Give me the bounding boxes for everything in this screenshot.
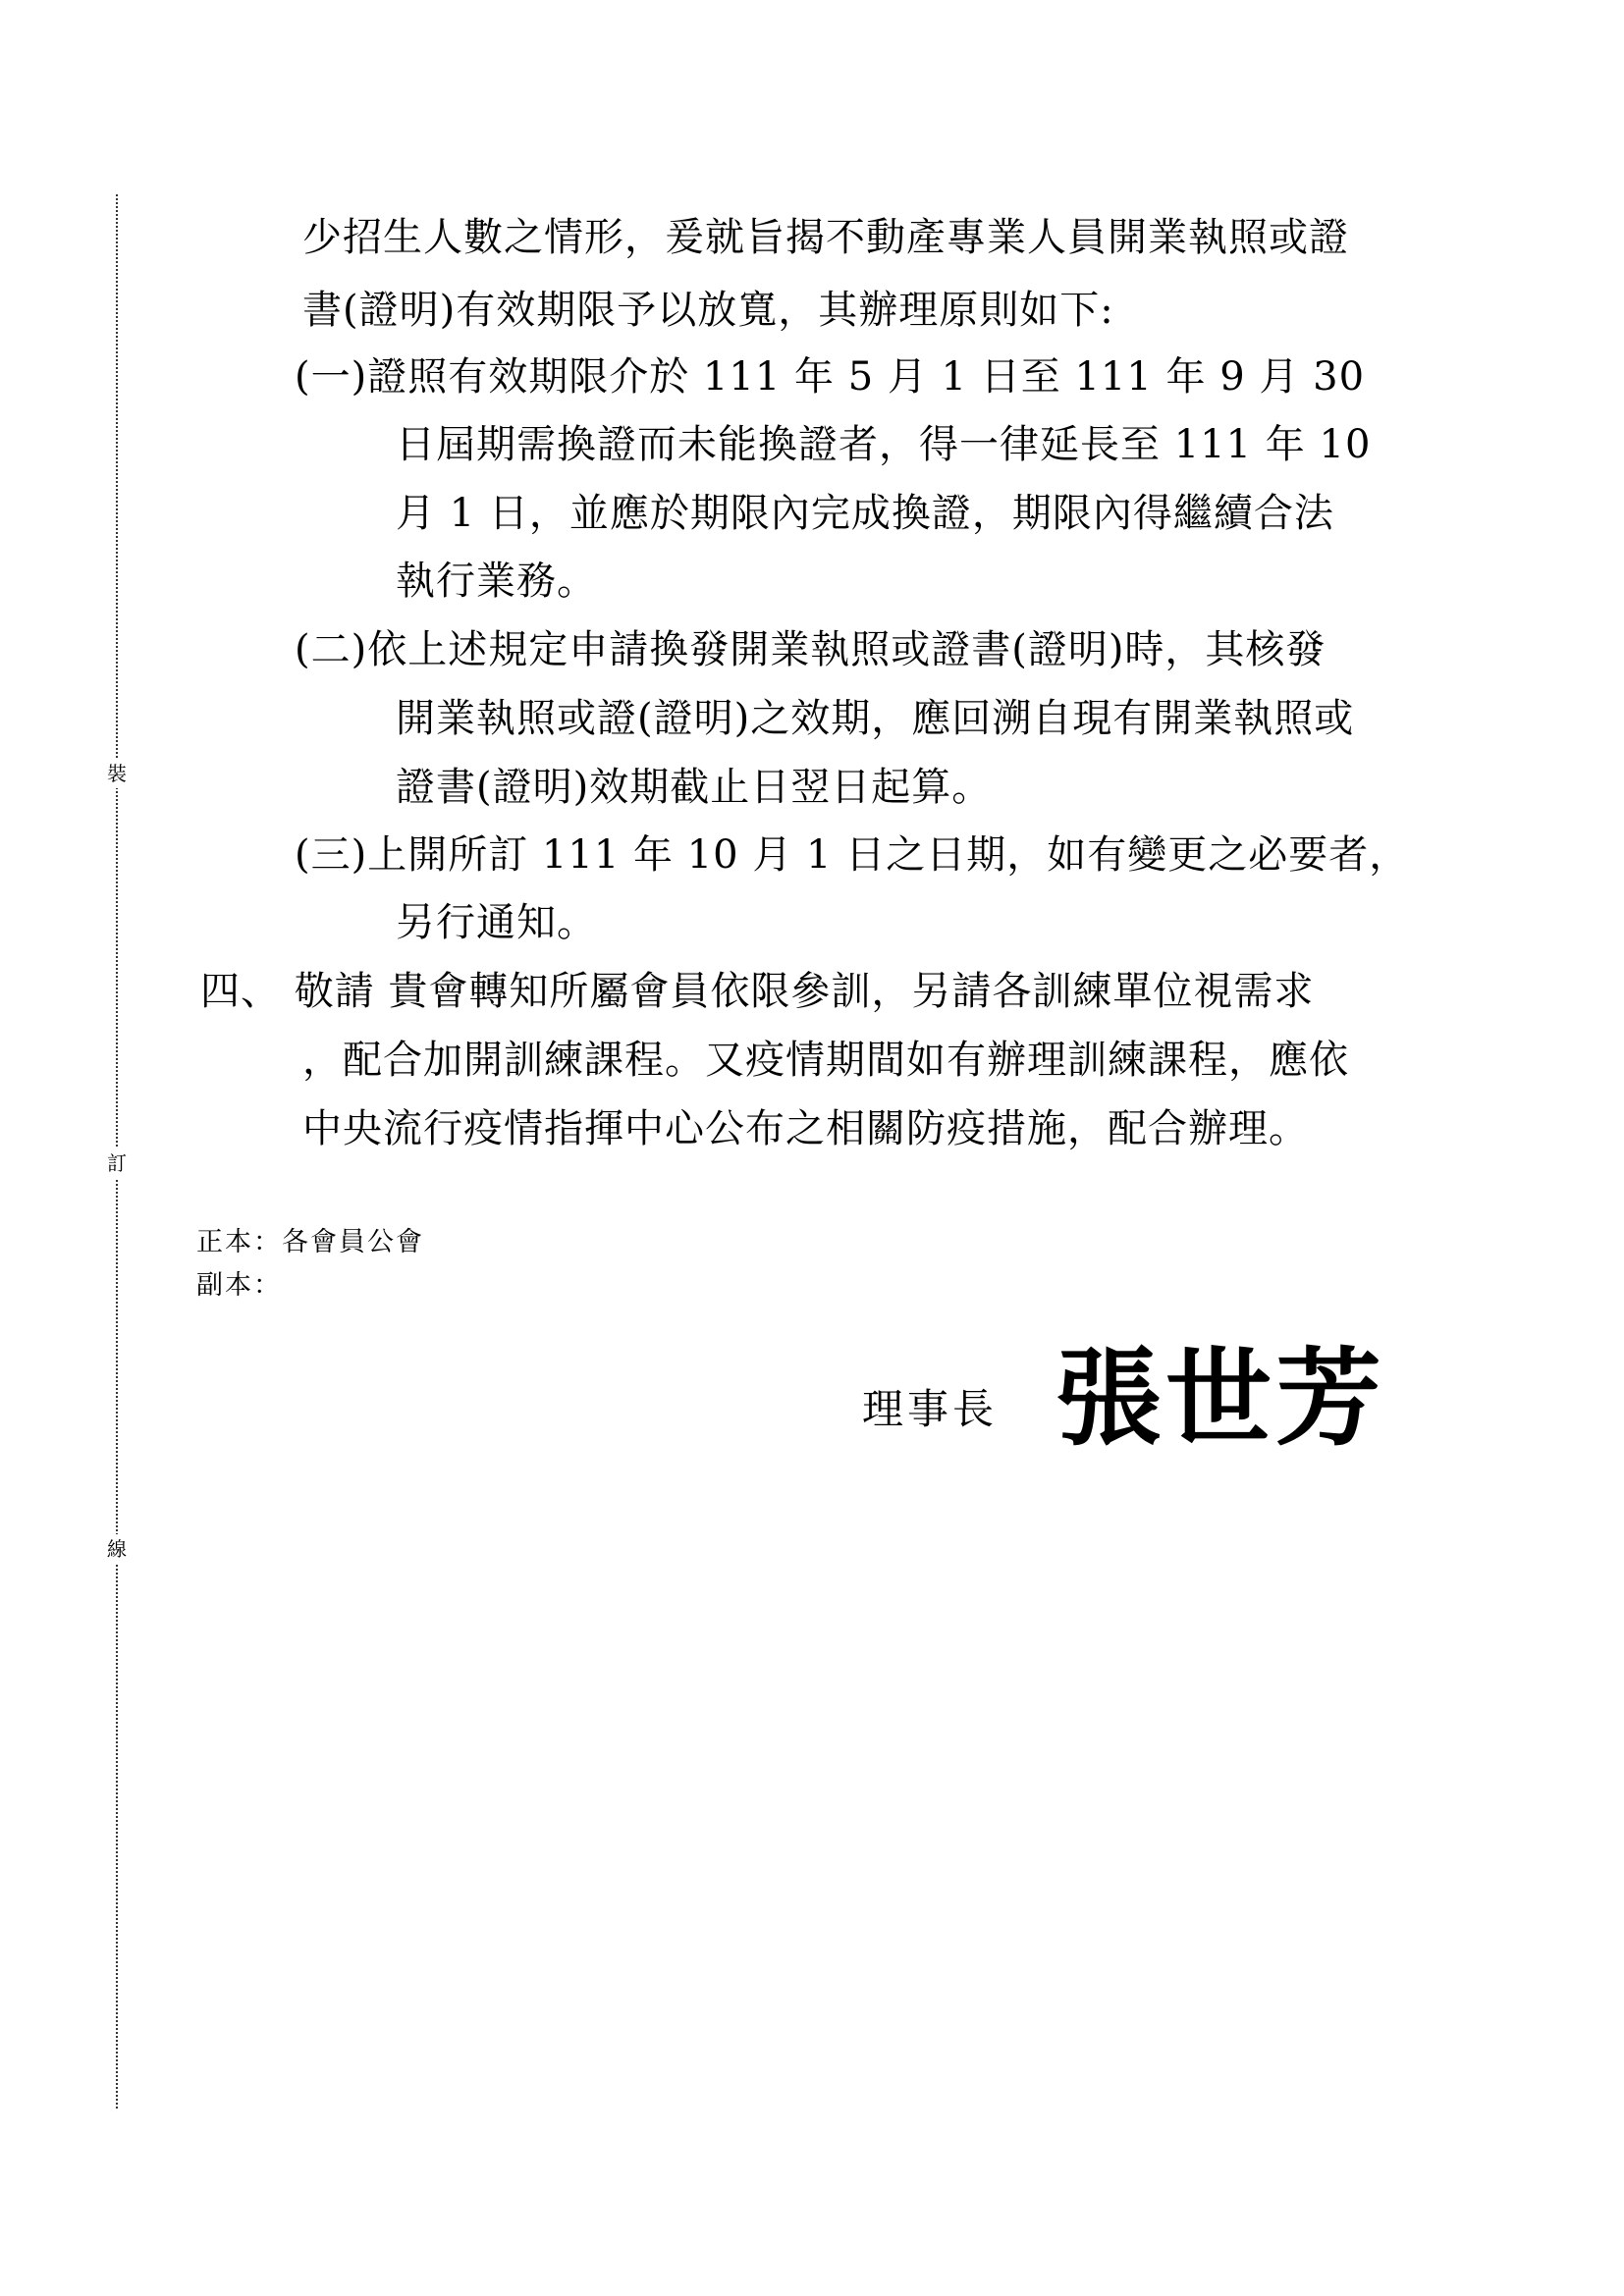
item-2-line-2: 開業執照或證(證明)之效期，應回溯自現有開業執照或 [396,696,1355,741]
binding-mark-xian: 線 [102,1534,132,1564]
item-2-line-1: (二)依上述規定申請換發開業執照或證書(證明)時，其核發 [295,627,1326,672]
signature-name: 張世芳 [1056,1337,1386,1461]
item-1-line-2: 日屆期需換證而未能換證者，得一律延長至 111 年 10 [396,422,1372,467]
section-4-line-3: 中央流行疫情指揮中心公布之相關防疫措施，配合辦理。 [302,1106,1309,1151]
item-2-line-3: 證書(證明)效期截止日翌日起算。 [396,765,993,810]
body-line-2: 書(證明)有效期限予以放寬，其辦理原則如下: [302,288,1114,333]
item-3-line-1: (三)上開所訂 111 年 10 月 1 日之日期，如有變更之必要者， [295,832,1410,878]
body-line-1: 少招生人數之情形，爰就旨揭不動產專業人員開業執照或證 [302,215,1349,260]
original-recipients: 正本：各會員公會 [196,1227,424,1257]
item-1-line-3: 月 1 日，並應於期限內完成換證，期限內得繼續合法 [396,491,1334,536]
signature-title: 理事長 [862,1385,999,1433]
copy-recipients: 副本： [196,1270,282,1301]
binding-mark-ding: 訂 [102,1148,132,1178]
item-1-line-1: (一)證照有效期限介於 111 年 5 月 1 日至 111 年 9 月 30 [295,354,1366,400]
section-4-line-2: ，配合加開訓練課程。又疫情期間如有辦理訓練課程，應依 [302,1038,1349,1083]
item-3-line-2: 另行通知。 [396,900,597,945]
item-1-line-4: 執行業務。 [396,559,597,604]
binding-mark-zhuang: 裝 [102,759,132,788]
section-4-line-1: 四、 敬請 貴會轉知所屬會員依限參訓，另請各訓練單位視需求 [200,969,1315,1014]
